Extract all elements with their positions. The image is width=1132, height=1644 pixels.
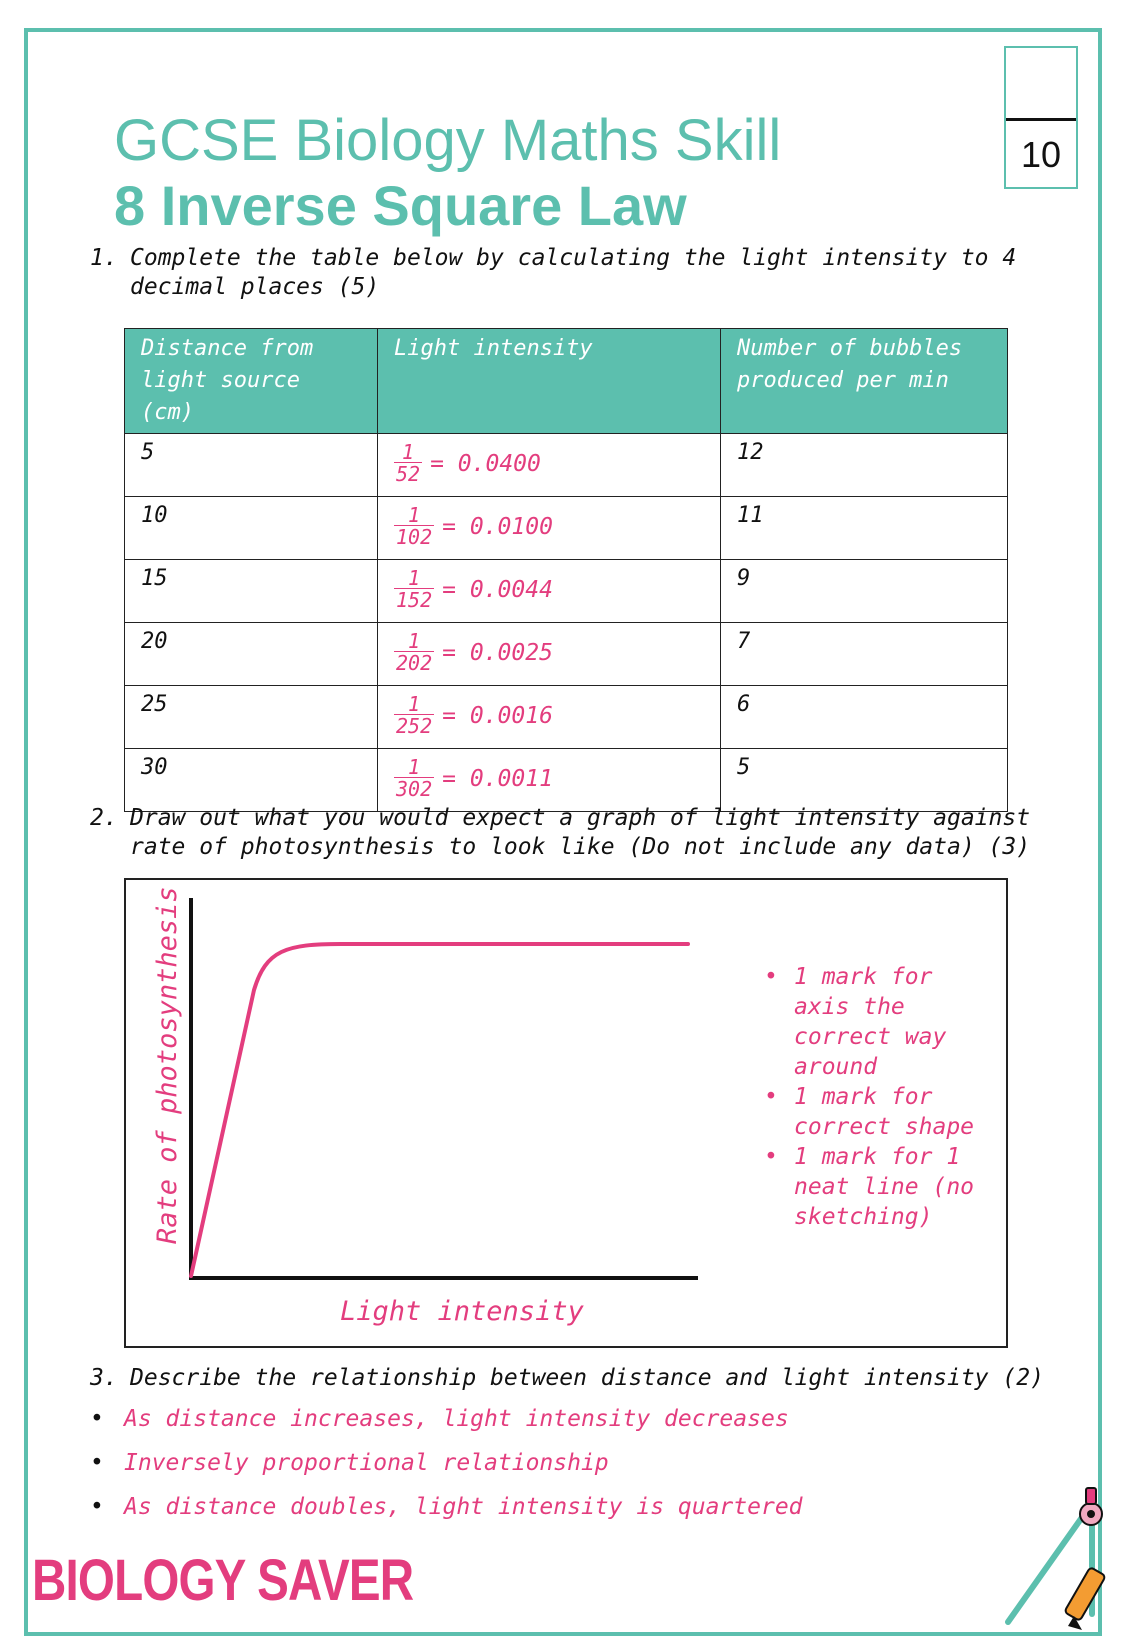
question-1-text: Complete the table below by calculating the light intensity to 4 decimal places (5) [130,245,1017,300]
title-line-1: GCSE Biology Maths Skill [114,108,782,173]
question-2-text: Draw out what you would expect a graph of light intensity against rate of photosynthesis to look like (Do not include any data) (3) [130,805,1031,860]
intensity-table [124,328,1008,812]
table-row [125,686,1008,749]
bullet-icon: • [90,1450,104,1476]
fraction-numerator: 1 [408,503,421,527]
question-1-number: 1. [90,245,118,271]
biology-saver-logo: BIOLOGY SAVER [32,1548,414,1613]
header-distance: Distance from light source (cm) [125,329,378,434]
compass-icon [1000,1484,1110,1634]
fraction-numerator: 1 [408,629,421,653]
fraction-denominator: 20 [396,651,421,675]
fraction-numerator: 1 [408,755,421,779]
intensity-result: = 0.0025 [442,639,553,666]
answer-text: Inversely proportional relationship [124,1450,609,1476]
cell-bubbles: 11 [721,497,1008,560]
list-item [90,1404,803,1448]
score-total: 10 [1020,134,1062,175]
list-item [760,962,1000,1082]
fraction-denominator: 30 [396,777,421,801]
y-axis-label: Rate of photosynthesis [152,886,183,1244]
mark-text: 1 mark for 1 neat line (no sketching) [794,1144,975,1230]
cell-bubbles: 6 [721,686,1008,749]
curve-line [191,944,688,1276]
cell-distance: 10 [125,497,378,560]
table-row [125,749,1008,812]
fraction-numerator: 1 [408,566,421,590]
header-bubbles: Number of bubbles produced per min [721,329,1008,434]
cell-distance: 15 [125,560,378,623]
title-line-2: 8 Inverse Square Law [114,174,687,237]
table-row [125,560,1008,623]
fraction-numerator: 1 [408,692,421,716]
x-axis-label: Light intensity [340,1296,584,1327]
header-intensity: Light intensity [378,329,721,434]
fraction-exponent: 2 [408,462,421,486]
mark-scheme [760,962,1000,1232]
fraction-denominator: 10 [396,525,421,549]
score-divider [1006,118,1076,121]
fraction-exponent: 2 [420,588,433,612]
bullet-icon: • [90,1494,104,1520]
fraction-denominator: 15 [396,588,421,612]
table-header-row [125,329,1008,434]
cell-distance: 25 [125,686,378,749]
question-3-number: 3. [90,1365,118,1391]
cell-bubbles: 9 [721,560,1008,623]
fraction-exponent: 2 [420,777,433,801]
fraction-numerator: 1 [402,440,415,464]
mark-text: 1 mark for correct shape [794,1084,975,1140]
cell-intensity [378,686,721,749]
cell-distance: 20 [125,623,378,686]
cell-intensity [378,749,721,812]
fraction-exponent: 2 [420,525,433,549]
list-item [90,1448,803,1492]
score-box [1004,46,1078,189]
cell-distance: 5 [125,434,378,497]
cell-bubbles: 5 [721,749,1008,812]
list-item [90,1492,803,1536]
fraction-exponent: 2 [420,714,433,738]
fraction-denominator: 5 [396,462,409,486]
bullet-icon: • [764,1084,778,1110]
question-2-number: 2. [90,805,118,831]
cell-distance: 30 [125,749,378,812]
intensity-result: = 0.0016 [442,702,553,729]
intensity-result: = 0.0044 [442,576,553,603]
cell-intensity [378,623,721,686]
question-3-text: Describe the relationship between distance and light intensity (2) [130,1365,1044,1391]
cell-bubbles: 12 [721,434,1008,497]
bullet-icon: • [764,964,778,990]
fraction-denominator: 25 [396,714,421,738]
intensity-result: = 0.0011 [442,765,553,792]
answer-text: As distance doubles, light intensity is quartered [124,1494,803,1520]
mark-text: 1 mark for axis the correct way around [794,964,947,1080]
cell-bubbles: 7 [721,623,1008,686]
table-row [125,434,1008,497]
intensity-result: = 0.0400 [430,450,541,477]
table-row [125,497,1008,560]
fraction-exponent: 2 [420,651,433,675]
list-item [760,1142,1000,1232]
cell-intensity [378,497,721,560]
table-row [125,623,1008,686]
cell-intensity [378,560,721,623]
bullet-icon: • [764,1144,778,1170]
bullet-icon: • [90,1406,104,1432]
answer-text: As distance increases, light intensity decreases [124,1406,789,1432]
answer-list [90,1404,803,1536]
intensity-result: = 0.0100 [442,513,553,540]
cell-intensity [378,434,721,497]
list-item [760,1082,1000,1142]
